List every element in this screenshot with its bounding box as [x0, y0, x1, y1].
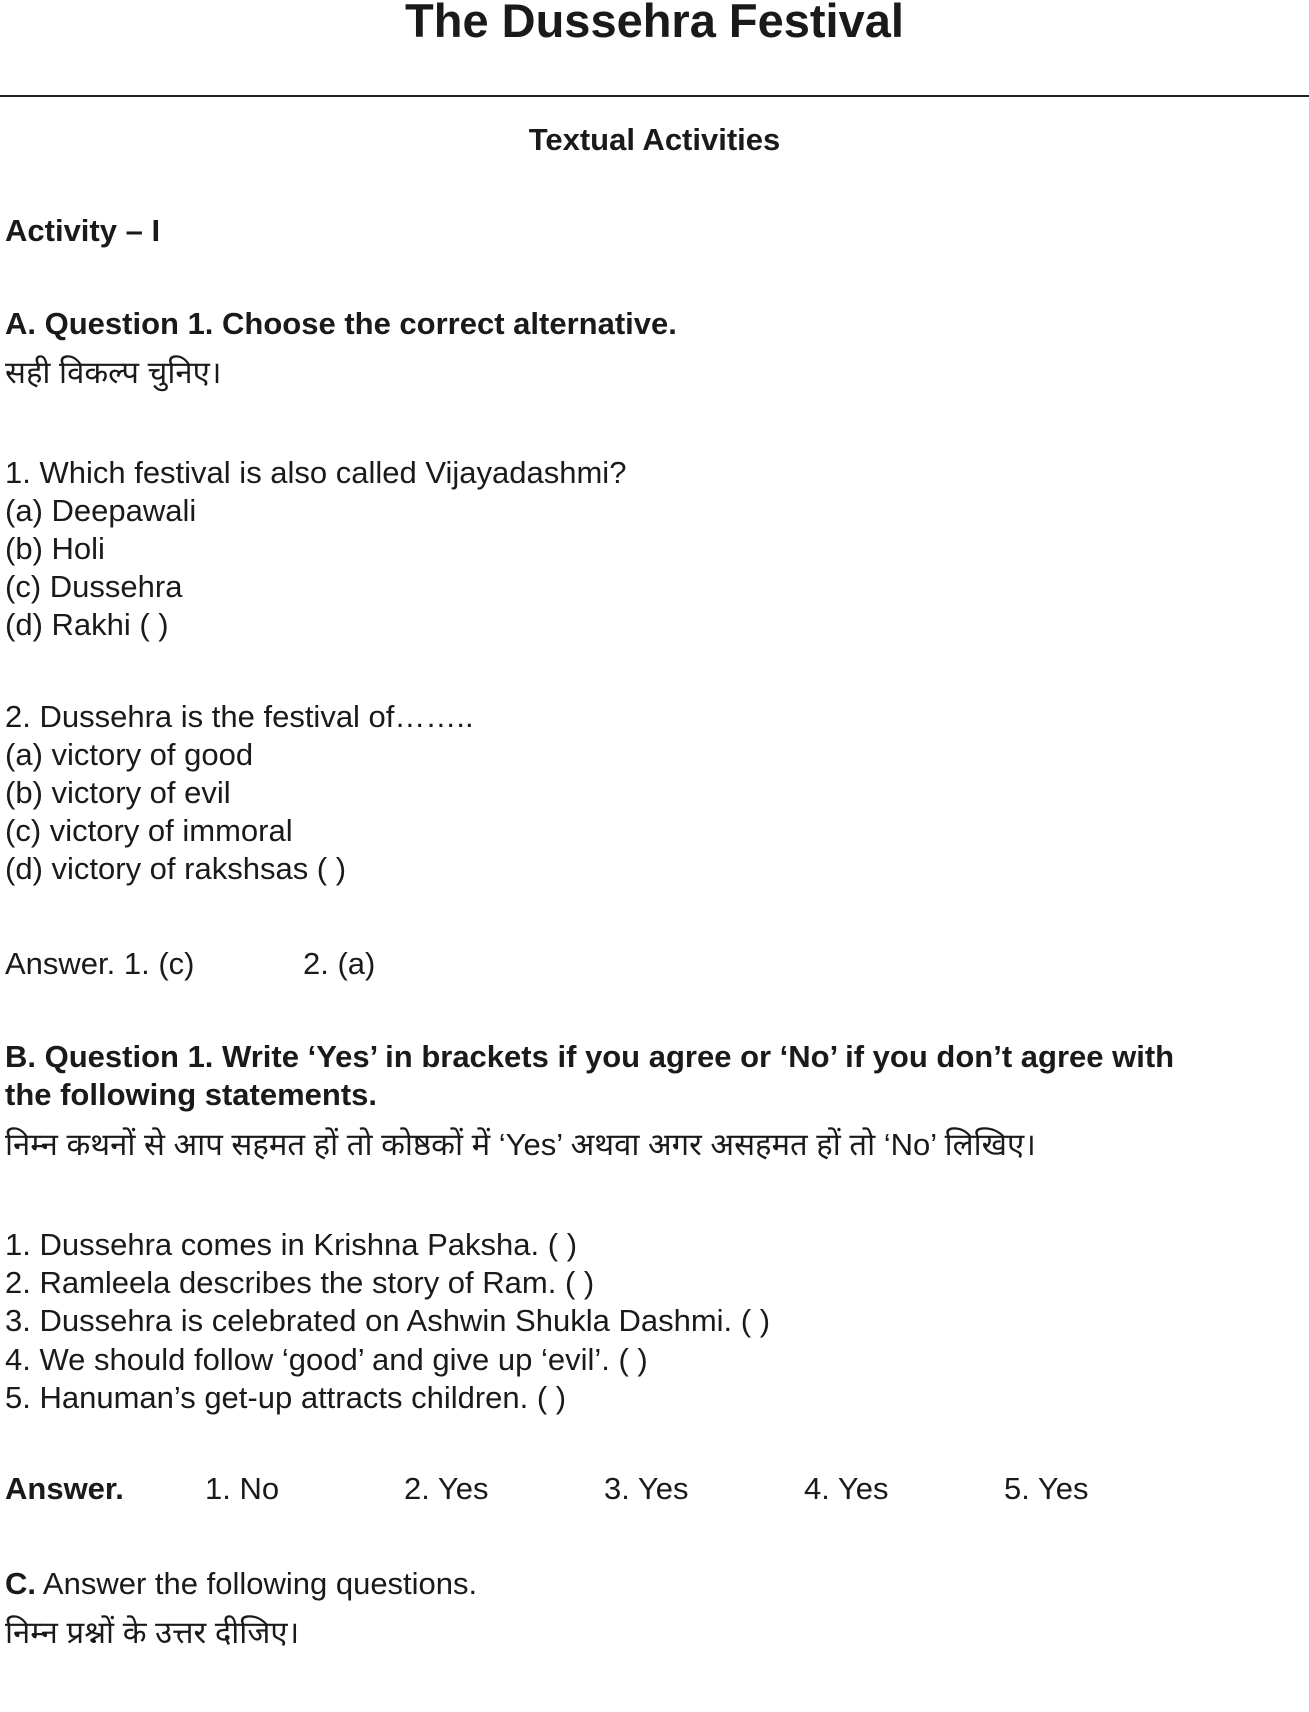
q1-option-d: (d) Rakhi ( ) — [5, 607, 169, 642]
statement-5: 5. Hanuman’s get-up attracts children. ( ) — [5, 1380, 567, 1415]
section-a-hindi: सही विकल्प चुनिए। — [5, 355, 222, 390]
section-a-answer: Answer. 1. (c) — [5, 946, 195, 981]
statement-4: 4. We should follow ‘good’ and give up ‘evil’. ( ) — [5, 1342, 648, 1377]
statement-1: 1. Dussehra comes in Krishna Paksha. ( ) — [5, 1227, 578, 1262]
section-b-answer-4: 4. Yes — [804, 1471, 889, 1506]
statement-3: 3. Dussehra is celebrated on Ashwin Shukla Dashmi. ( ) — [5, 1303, 771, 1338]
section-b-answer-5: 5. Yes — [1004, 1471, 1089, 1506]
section-b-answer-2: 2. Yes — [404, 1471, 489, 1506]
section-subtitle: Textual Activities — [528, 122, 781, 157]
question-1: 1. Which festival is also called Vijayadashmi? — [5, 455, 627, 490]
question-2: 2. Dussehra is the festival of…….. — [5, 699, 474, 734]
q1-option-b: (b) Holi — [5, 531, 105, 566]
page-title: The Dussehra Festival — [405, 0, 904, 47]
section-b-heading-cont: the following statements. — [5, 1077, 378, 1112]
section-b-heading: B. Question 1. Write ‘Yes’ in brackets if you agree or ‘No’ if you don’t agree with — [5, 1039, 1175, 1074]
section-b-answer-label: Answer. — [5, 1471, 124, 1506]
activity-heading: Activity – I — [5, 213, 161, 248]
q2-option-c: (c) victory of immoral — [5, 813, 293, 848]
section-c-heading — [5, 1565, 477, 1603]
q2-option-a: (a) victory of good — [5, 737, 254, 772]
statement-2: 2. Ramleela describes the story of Ram. ( ) — [5, 1265, 595, 1300]
section-b-answer-3: 3. Yes — [604, 1471, 689, 1506]
section-a-heading: A. Question 1. Choose the correct alternative. — [5, 306, 677, 341]
section-c-heading-text: Answer the following questions. — [42, 1566, 478, 1601]
q2-option-d: (d) victory of rakshsas ( ) — [5, 851, 347, 886]
section-b-hindi: निम्न कथनों से आप सहमत हों तो कोष्ठकों में ‘Yes’ अथवा अगर असहमत हों तो ‘No’ लिखिए। — [5, 1127, 1036, 1162]
section-b-answer-1: 1. No — [205, 1471, 280, 1506]
section-c-label: C. — [5, 1566, 36, 1601]
section-c-hindi: निम्न प्रश्नों के उत्तर दीजिए। — [5, 1615, 300, 1650]
title-divider — [0, 95, 1309, 97]
q2-option-b: (b) victory of evil — [5, 775, 231, 810]
q1-option-c: (c) Dussehra — [5, 569, 183, 604]
q1-option-a: (a) Deepawali — [5, 493, 197, 528]
section-a-answer-2: 2. (a) — [303, 946, 376, 981]
